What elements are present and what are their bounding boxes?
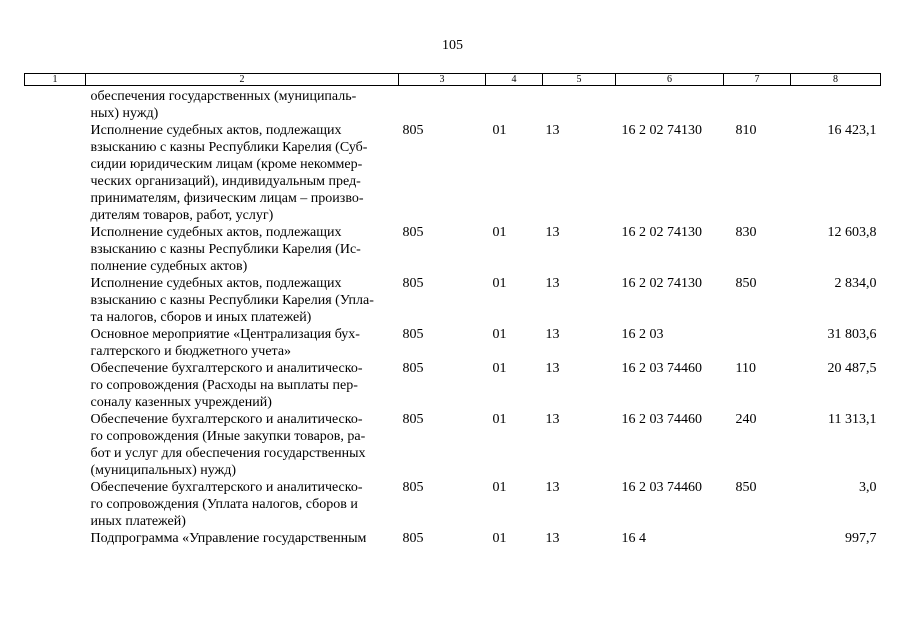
cell-section: 01 — [492, 327, 507, 342]
cell-ministry-code: 805 — [402, 123, 424, 138]
cell-target-article: 16 2 02 74130 — [621, 276, 702, 291]
cell-col-1 — [25, 530, 86, 547]
cell-ministry-code: 805 — [402, 225, 424, 240]
cell-col-1 — [25, 360, 86, 411]
cell-amount: 3,0 — [859, 480, 877, 495]
cell-ministry-code — [399, 86, 486, 123]
cell-item-name: Основное мероприятие «Централизация бух- галтерского и бюджетного учета» — [90, 327, 360, 359]
cell-target-article: 16 2 03 — [621, 327, 664, 342]
cell-item-name: Исполнение судебных актов, подлежащих взысканию с казны Республики Карелия (Суб- сидии юридическим лицам (кроме некоммер- ческих организаций), индивидуальным пред- принимателям, физическим лицам – произво- дителям товаров, работ, услуг) — [90, 123, 368, 223]
cell-ministry-code: 805 — [402, 327, 424, 342]
cell-amount — [791, 86, 881, 123]
cell-col-1 — [25, 224, 86, 275]
cell-expense-type: 830 — [735, 225, 757, 240]
cell-expense-type: 240 — [735, 412, 757, 427]
column-number-3: 3 — [399, 74, 486, 86]
cell-subsection: 13 — [545, 327, 560, 342]
cell-target-article: 16 2 03 74460 — [621, 480, 702, 495]
cell-subsection: 13 — [545, 412, 560, 427]
column-number-8: 8 — [791, 74, 881, 86]
cell-section: 01 — [492, 276, 507, 291]
cell-section: 01 — [492, 531, 507, 546]
cell-section — [486, 86, 543, 123]
cell-target-article — [616, 86, 724, 123]
cell-ministry-code: 805 — [402, 276, 424, 291]
cell-subsection: 13 — [545, 123, 560, 138]
table-row — [25, 360, 881, 411]
cell-col-1 — [25, 326, 86, 360]
column-number-4: 4 — [486, 74, 543, 86]
cell-col-1 — [25, 122, 86, 224]
cell-amount: 11 313,1 — [828, 412, 877, 427]
cell-item-name: Исполнение судебных актов, подлежащих взысканию с казны Республики Карелия (Ис- полнение судебных актов) — [90, 225, 361, 274]
table-row — [25, 122, 881, 224]
cell-col-1 — [25, 86, 86, 123]
cell-amount: 20 487,5 — [827, 361, 877, 376]
cell-ministry-code: 805 — [402, 531, 424, 546]
cell-amount: 16 423,1 — [827, 123, 877, 138]
table-body — [25, 86, 881, 548]
cell-col-1 — [25, 275, 86, 326]
cell-item-name: Обеспечение бухгалтерского и аналитическо- го сопровождения (Уплата налогов, сборов и иных платежей) — [90, 480, 363, 529]
cell-amount: 2 834,0 — [834, 276, 877, 291]
cell-target-article: 16 4 — [621, 531, 646, 546]
table-row — [25, 275, 881, 326]
header-row — [25, 74, 881, 86]
cell-col-1 — [25, 479, 86, 530]
cell-subsection: 13 — [545, 276, 560, 291]
table-row — [25, 86, 881, 123]
cell-subsection: 13 — [545, 531, 560, 546]
cell-ministry-code: 805 — [402, 361, 424, 376]
cell-section: 01 — [492, 123, 507, 138]
cell-subsection: 13 — [545, 225, 560, 240]
cell-item-name: Подпрограмма «Управление государственным — [90, 531, 367, 546]
cell-section: 01 — [492, 225, 507, 240]
cell-expense-type: 810 — [735, 123, 757, 138]
cell-expense-type: 850 — [735, 480, 757, 495]
page-number: 105 — [442, 38, 463, 53]
cell-ministry-code: 805 — [402, 412, 424, 427]
cell-item-name: Обеспечение бухгалтерского и аналитическо- го сопровождения (Иные закупки товаров, ра- бот и услуг для обеспечения государственных (муниципальных) нужд) — [90, 412, 366, 478]
cell-target-article: 16 2 03 74460 — [621, 412, 702, 427]
table-row — [25, 411, 881, 479]
cell-subsection: 13 — [545, 361, 560, 376]
cell-expense-type — [724, 530, 791, 547]
cell-target-article: 16 2 03 74460 — [621, 361, 702, 376]
cell-expense-type — [724, 86, 791, 123]
table-row — [25, 326, 881, 360]
table-row — [25, 224, 881, 275]
column-number-2: 2 — [86, 74, 399, 86]
cell-item-name: Обеспечение бухгалтерского и аналитическо- го сопровождения (Расходы на выплаты пер- соналу казенных учреждений) — [90, 361, 363, 410]
cell-section: 01 — [492, 412, 507, 427]
cell-expense-type: 110 — [735, 361, 756, 376]
column-number-1: 1 — [25, 74, 86, 86]
cell-item-name: обеспечения государственных (муниципаль- ных) нужд) — [90, 89, 357, 121]
cell-amount: 31 803,6 — [827, 327, 877, 342]
table-row — [25, 530, 881, 547]
cell-item-name: Исполнение судебных актов, подлежащих взысканию с казны Республики Карелия (Упла- та налогов, сборов и иных платежей) — [90, 276, 374, 325]
cell-amount: 12 603,8 — [827, 225, 877, 240]
column-number-5: 5 — [543, 74, 616, 86]
column-number-7: 7 — [724, 74, 791, 86]
cell-target-article: 16 2 02 74130 — [621, 123, 702, 138]
cell-col-1 — [25, 411, 86, 479]
cell-target-article: 16 2 02 74130 — [621, 225, 702, 240]
cell-ministry-code: 805 — [402, 480, 424, 495]
cell-expense-type: 850 — [735, 276, 757, 291]
cell-expense-type — [724, 326, 791, 360]
cell-subsection — [543, 86, 616, 123]
budget-table — [24, 73, 881, 547]
table-header — [25, 74, 881, 86]
table-row — [25, 479, 881, 530]
column-number-6: 6 — [616, 74, 724, 86]
cell-subsection: 13 — [545, 480, 560, 495]
cell-section: 01 — [492, 361, 507, 376]
cell-section: 01 — [492, 480, 507, 495]
cell-amount: 997,7 — [845, 531, 877, 546]
